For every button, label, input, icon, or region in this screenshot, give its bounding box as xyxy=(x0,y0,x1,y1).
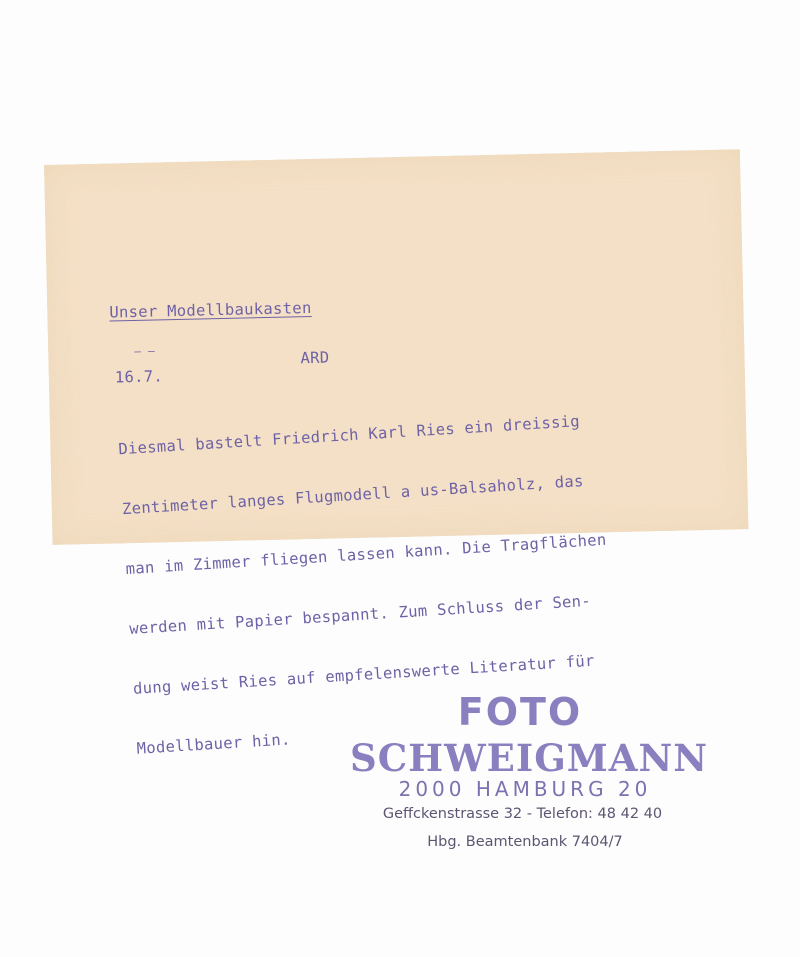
clipping-line: Zentimeter langes Flugmodell a us-Balsaholz, das xyxy=(121,472,585,519)
clipping-date: 16.7. xyxy=(114,367,164,387)
clipping-line: Modellbauer hin. xyxy=(136,730,292,758)
clipping-line: Diesmal bastelt Friedrich Karl Ries ein dreissig xyxy=(117,412,581,459)
stamp-city: 2000 HAMBURG 20 xyxy=(398,777,652,801)
stamp-name: SCHWEIGMANN xyxy=(350,736,709,780)
clipping-line: dung weist Ries auf empfelenswerte Literatur für xyxy=(132,651,596,698)
clipping-station: ARD xyxy=(300,348,330,368)
clipping-line: man im Zimmer fliegen lassen kann. Die Tragflächen xyxy=(125,530,607,579)
clipping-body xyxy=(115,370,620,799)
stamp-foto: FOTO xyxy=(457,690,583,734)
clipping-title: Unser Modellbaukasten xyxy=(109,298,312,322)
stamp-address: Geffckenstrasse 32 - Telefon: 48 42 40 xyxy=(382,806,663,822)
clipping-dash: — ‒ xyxy=(134,344,156,358)
clipping-line: werden mit Papier bespannt. Zum Schluss der Sen- xyxy=(128,591,592,638)
stamp-bank: Hbg. Beamtenbank 7404/7 xyxy=(427,834,623,850)
